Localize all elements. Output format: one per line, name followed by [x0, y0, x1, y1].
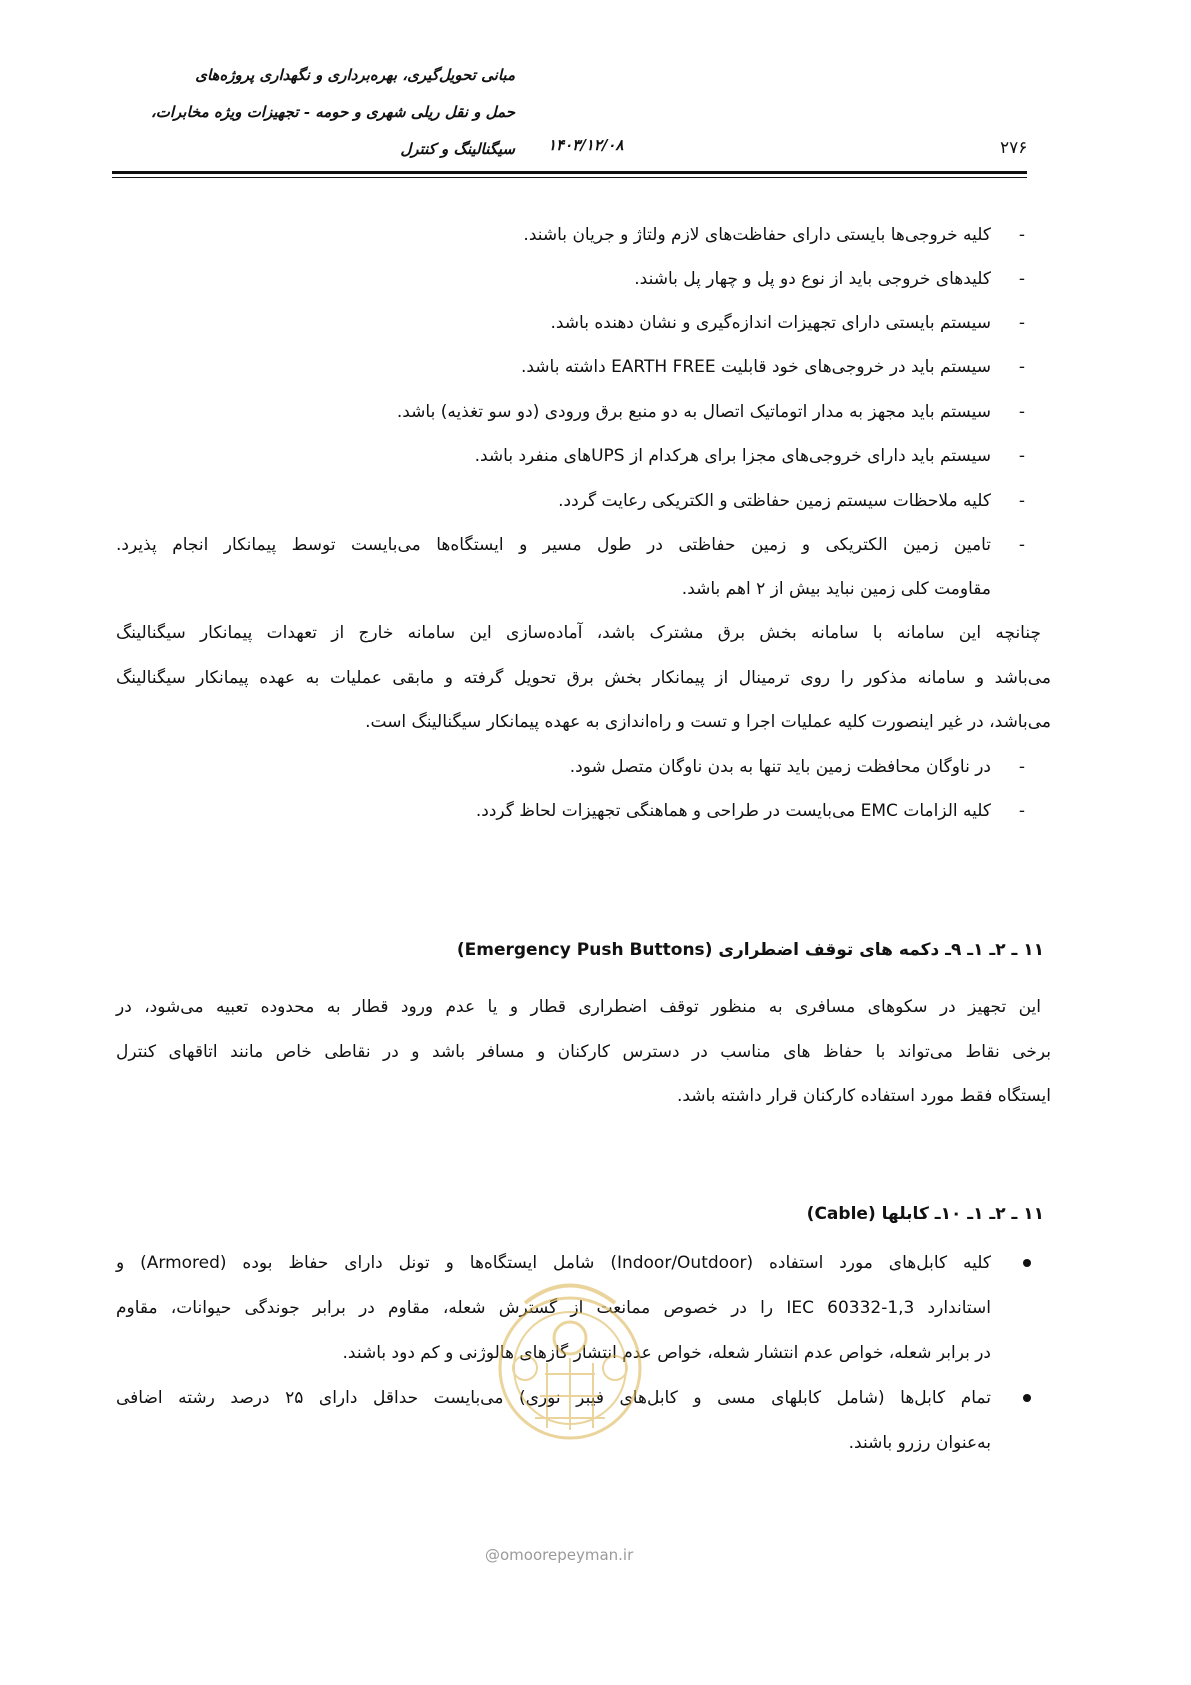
shared-paragraph-line-2: می‌باشد و سامانه مذکور را روی ترمینال از پیمانکار بخش برق تحویل گرفته و مابقی عملیات به عهده پیمانکار سیگنالینگ — [116, 668, 1051, 688]
header-rule-thick — [112, 171, 1027, 174]
cable-bullet-1-line-2: استاندارد IEC 60332-1,3 را در خصوص ممانعت از گسترش شعله، مقاوم در برابر جوندگی حیوانات، مقاوم — [116, 1298, 991, 1318]
section-heading-emergency: ۱۱ ـ ۲ـ ۱ـ ۹ـ دکمه های توقف اضطراری (Emergency Push Buttons) — [456, 940, 1044, 960]
emergency-paragraph-line-2: برخی نقاط می‌تواند با حفاظ های مناسب در دسترس کارکنان و مسافر باشد و در نقاطی خاص مانند اتاقهای کنترل — [116, 1042, 1051, 1062]
list-item: کلیه خروجی‌ها بایستی دارای حفاظت‌های لازم ولتاژ و جریان باشند. — [523, 225, 991, 245]
watermark-site: @omoorepeyman.ir — [485, 1546, 634, 1564]
list-item: سیستم باید در خروجی‌های خود قابلیت EARTH FREE داشته باشد. — [520, 357, 991, 377]
shared-paragraph-line-1: چنانچه این سامانه با سامانه بخش برق مشترک باشد، آماده‌سازی این سامانه خارج از تعهدات پیمانکار سیگنالینگ — [116, 623, 1041, 643]
list-dash: - — [1018, 357, 1025, 377]
list-item: سیستم باید مجهز به مدار اتوماتیک اتصال به دو منبع برق ورودی (دو سو تغذیه) باشد. — [396, 402, 991, 422]
list-item: کلیه ملاحظات سیستم زمین حفاظتی و الکتریکی رعایت گردد. — [558, 491, 991, 511]
earthing-item-line-2: مقاومت کلی زمین نباید بیش از ۲ اهم باشد. — [681, 579, 991, 599]
earthing-item-line-1: تامین زمین الکتریکی و زمین حفاظتی در طول مسیر و ایستگاه‌ها می‌بایست توسط پیمانکار انجام پذیرد. — [116, 535, 991, 555]
cable-bullet-1-line-1: کلیه کابل‌های مورد استفاده (Indoor/Outdoor) شامل ایستگاه‌ها و تونل دارای حفاظ بوده (Armored) و — [116, 1253, 991, 1273]
cable-bullet-2-line-2: به‌عنوان رزرو باشند. — [848, 1433, 991, 1453]
emergency-paragraph-line-1: این تجهیز در سکوهای مسافری به منظور توقف اضطراری قطار و یا عدم ورود قطار به محدوده تعبیه می‌شود، در — [116, 997, 1041, 1017]
list-item: کلیه الزامات EMC می‌بایست در طراحی و هماهنگی تجهیزات لحاظ گردد. — [475, 801, 991, 821]
bullet-dot — [1023, 1259, 1031, 1267]
page-number: ۲۷۶ — [1000, 138, 1028, 158]
section-heading-cable: ۱۱ ـ ۲ـ ۱ـ ۱۰ـ کابلها (Cable) — [806, 1204, 1044, 1224]
list-dash: - — [1018, 402, 1025, 422]
list-dash: - — [1018, 225, 1025, 245]
emergency-paragraph-line-3: ایستگاه فقط مورد استفاده کارکنان قرار داشته باشد. — [676, 1086, 1051, 1106]
shared-paragraph-line-3: می‌باشد، در غیر اینصورت کلیه عملیات اجرا و تست و راه‌اندازی به عهده پیمانکار سیگنالینگ است. — [365, 712, 1051, 732]
list-dash: - — [1018, 446, 1025, 466]
header-date: ۱۴۰۳/۱۲/۰۸ — [548, 136, 624, 154]
list-item: کلیدهای خروجی باید از نوع دو پل و چهار پل باشند. — [634, 269, 991, 289]
cable-bullet-2-line-1: تمام کابل‌ها (شامل کابلهای مسی و کابل‌های فیبر نوری) می‌بایست حداقل دارای ۲۵ درصد رشته اضافی — [116, 1388, 991, 1408]
list-dash: - — [1018, 757, 1025, 777]
seal-logo-icon — [485, 1268, 655, 1446]
list-item: سیستم بایستی دارای تجهیزات اندازه‌گیری و نشان دهنده باشد. — [550, 313, 991, 333]
header-title-line-2: حمل و نقل ریلی شهری و حومه - تجهیزات ویژه مخابرات، — [150, 103, 515, 121]
header-title-line-3: سیگنالینگ و کنترل — [400, 140, 515, 158]
cable-bullet-1-line-3: در برابر شعله، خواص عدم انتشار شعله، خواص عدم انتشار گازهای هالوژنی و کم دود باشند. — [342, 1343, 991, 1363]
list-dash: - — [1018, 491, 1025, 511]
bullet-dot — [1023, 1394, 1031, 1402]
header-rule-thin — [112, 177, 1027, 178]
list-dash: - — [1018, 313, 1025, 333]
list-dash: - — [1018, 535, 1025, 555]
list-dash: - — [1018, 269, 1025, 289]
list-item: سیستم باید دارای خروجی‌های مجزا برای هرکدام از UPSهای منفرد باشد. — [474, 446, 991, 466]
header-title-line-1: مبانی تحویل‌گیری، بهره‌برداری و نگهداری پروژه‌های — [195, 66, 515, 84]
list-item: در ناوگان محافظت زمین باید تنها به بدن ناوگان متصل شود. — [569, 757, 991, 777]
list-dash: - — [1018, 801, 1025, 821]
